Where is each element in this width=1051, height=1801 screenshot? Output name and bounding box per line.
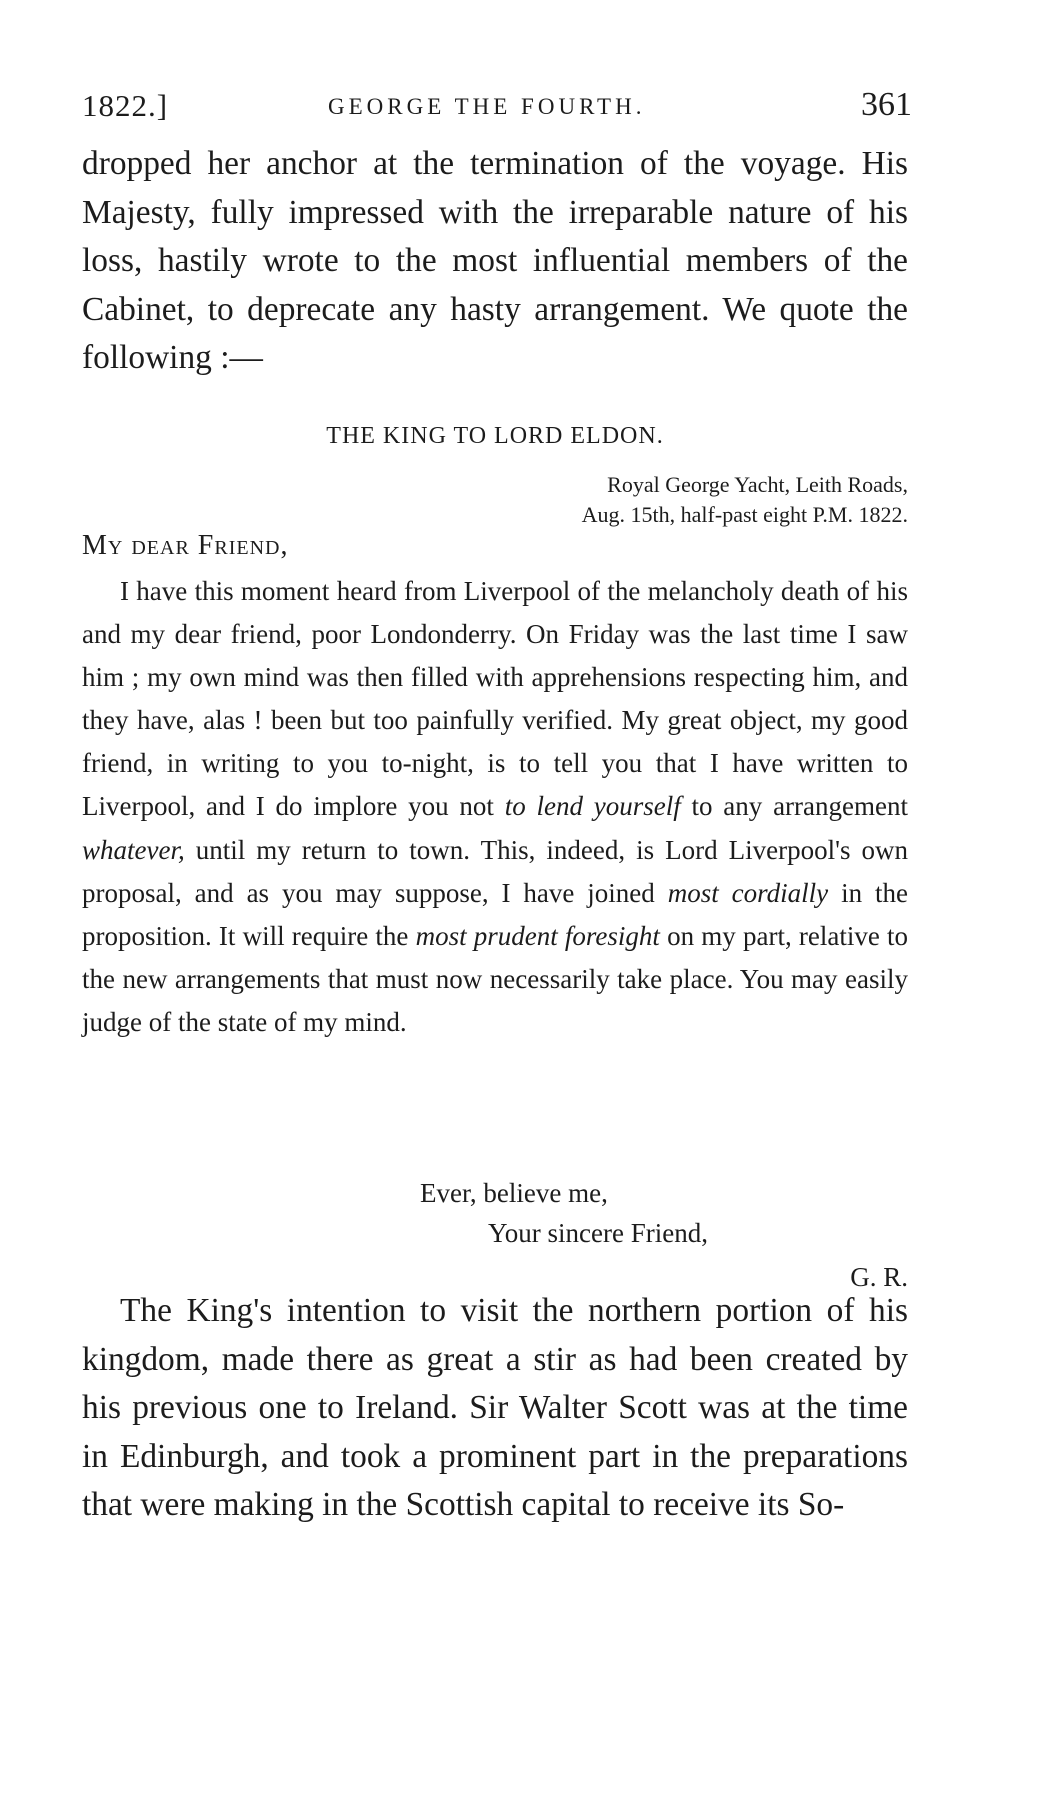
letter-italic-1: to lend yourself xyxy=(504,791,681,822)
paragraph-2: The King's intention to visit the northern portion of his kingdom, made there as great a stir as had been created by his previous one to Ireland. Sir Walter Scott was at the time in Edinburgh, and took a prominent part in the preparations that were making in the Scottish capital to receive its So- xyxy=(82,1292,908,1524)
dateline-line-2: Aug. 15th, half-past eight P.M. 1822. xyxy=(581,502,908,527)
page-number: 361 xyxy=(861,86,912,123)
paragraph-1: dropped her anchor at the termination of the voyage. His Majesty, fully impressed with the irreparable nature of his loss, hastily wrote to the most influential members of the Cabinet, to deprecate any hasty arrangement. We quote the following :— xyxy=(82,145,908,377)
letter-text-2: to any arrangement xyxy=(680,791,908,822)
letter-text-5: on my part, relative to the new arrangements that must now necessarily take place. You may easily judge of the state of my mind. xyxy=(82,920,908,1037)
letter-salutation: My dear Friend, xyxy=(82,530,289,561)
dateline-line-1: Royal George Yacht, Leith Roads, xyxy=(607,472,908,497)
letter-italic-3: most cordially xyxy=(667,877,829,908)
letter-heading: THE KING TO LORD ELDON. xyxy=(326,423,664,449)
letter-closing-1: Ever, believe me, xyxy=(420,1178,608,1208)
running-head xyxy=(82,86,912,126)
letter-signature: G. R. xyxy=(850,1262,908,1292)
letter-dateline xyxy=(582,470,908,530)
running-head-title: GEORGE THE FOURTH. xyxy=(328,94,646,119)
letter-italic-2: whatever, xyxy=(82,834,185,865)
letter-closing-2: Your sincere Friend, xyxy=(488,1218,708,1248)
letter-text-4: in the proposition. It will require the xyxy=(82,877,908,951)
letter-body xyxy=(82,570,908,1044)
letter-text-3: until my return to town. This, indeed, is Lord Liverpool's own proposal, and as you may suppose, I have joined xyxy=(82,834,908,908)
running-head-year: 1822.] xyxy=(82,88,169,123)
letter-text-1: I have this moment heard from Liverpool of the melancholy death of his and my dear friend, poor Londonderry. On Friday was the last time I saw him ; my own mind was then filled with apprehensions respecting him, and they have, alas ! been but too painfully verified. My great object, my good friend, in writing to you to-night, is to tell you that I have written to Liverpool, and I do implore you not xyxy=(82,576,908,822)
letter-italic-4: most prudent foresight xyxy=(415,920,660,951)
